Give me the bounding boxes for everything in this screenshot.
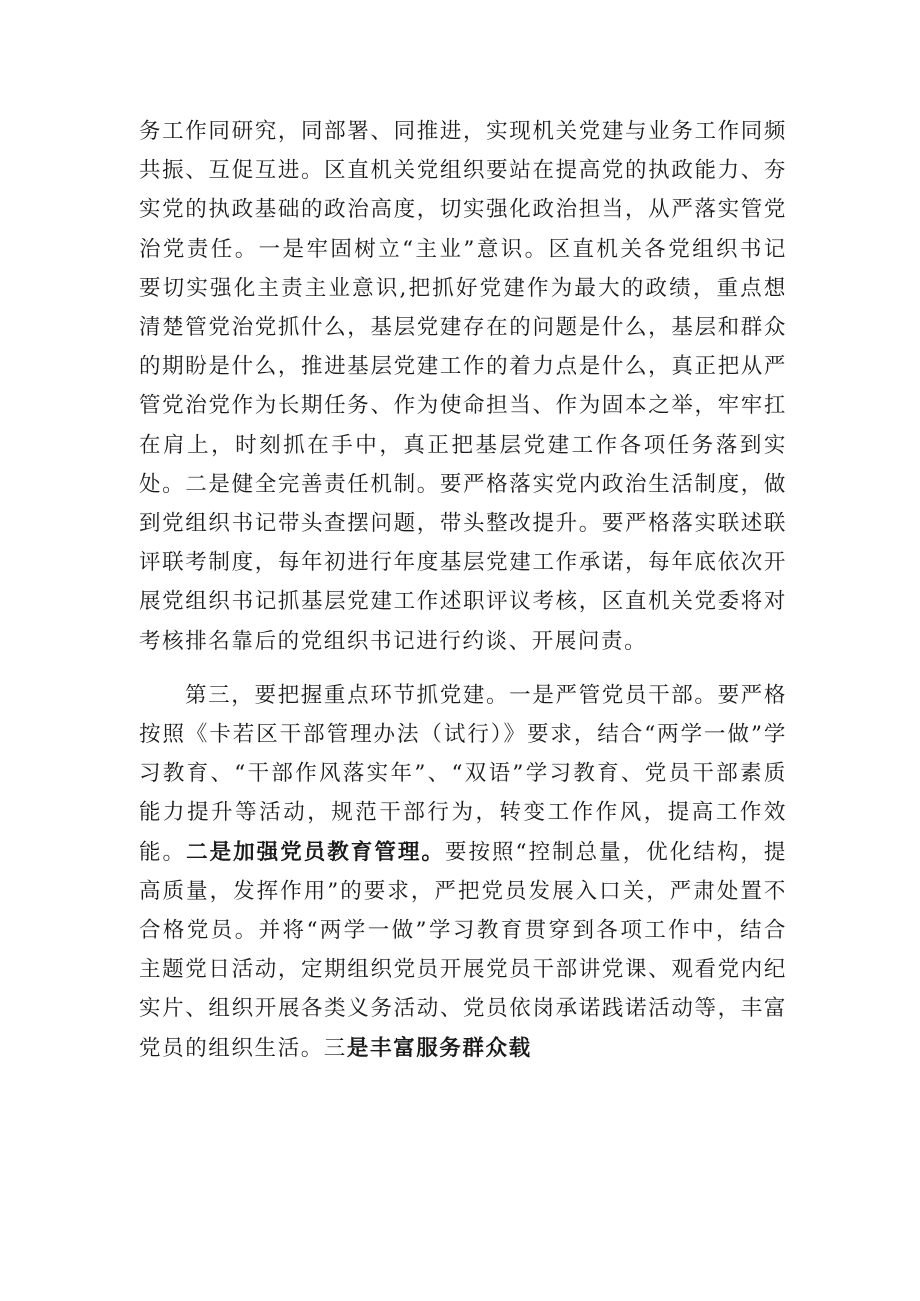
- paragraph-2-text-2: 要按照“控制总量，优化结构，提高质量，发挥作用”的要求，严把党员发展入口关，严肃处置不合格党员。并将“两学一做”学习教育贯穿到各项工作中，结合主题党日活动，定期组织党员开展党员干部讲党课、观看党内纪实片、组织开展各类义务活动、党员依岗承诺践诺活动等，丰富党员的组织生活。三: [139, 839, 788, 1061]
- paragraph-2-bold-heading-2: 是丰富服务群众载: [346, 1035, 532, 1061]
- paragraph-1: 务工作同研究，同部署、同推进，实现机关党建与业务工作同频共振、互促互进。区直机关党组织要站在提高党的执政能力、夯实党的执政基础的政治高度，切实强化政治担当，从严落实管党治党责任。一是牢固树立“主业”意识。区直机关各党组织书记要切实强化主责主业意识,把抓好党建作为最大的政绩，重点想清楚管党治党抓什么，基层党建存在的问题是什么，基层和群众的期盼是什么，推进基层党建工作的着力点是什么，真正把从严管党治党作为长期任务、作为使命担当、作为固本之举，牢牢扛在肩上，时刻抓在手中，真正把基层党建工作各项任务落到实处。二是健全完善责任机制。要严格落实党内政治生活制度，做到党组织书记带头查摆问题，带头整改提升。要严格落实联述联评联考制度，每年初进行年度基层党建工作承诺，每年底依次开展党组织书记抓基层党建工作述职评议考核，区直机关党委将对考核排名靠后的党组织书记进行约谈、开展问责。: [139, 119, 787, 654]
- document-body: [139, 112, 787, 1068]
- paragraph-2-bold-heading-1: 二是加强党员教育管理。: [186, 839, 445, 865]
- paragraph-2-text-1: 第三，要把握重点环节抓党建。一是严管党员干部。要严格按照《卡若区干部管理办法（试行）》要求，结合“两学一做”学习教育、“干部作风落实年”、“双语”学习教育、党员干部素质能力提升等活动，规范干部行为，转变工作作风，提高工作效能。: [139, 682, 787, 865]
- paragraph-2: [139, 676, 787, 1068]
